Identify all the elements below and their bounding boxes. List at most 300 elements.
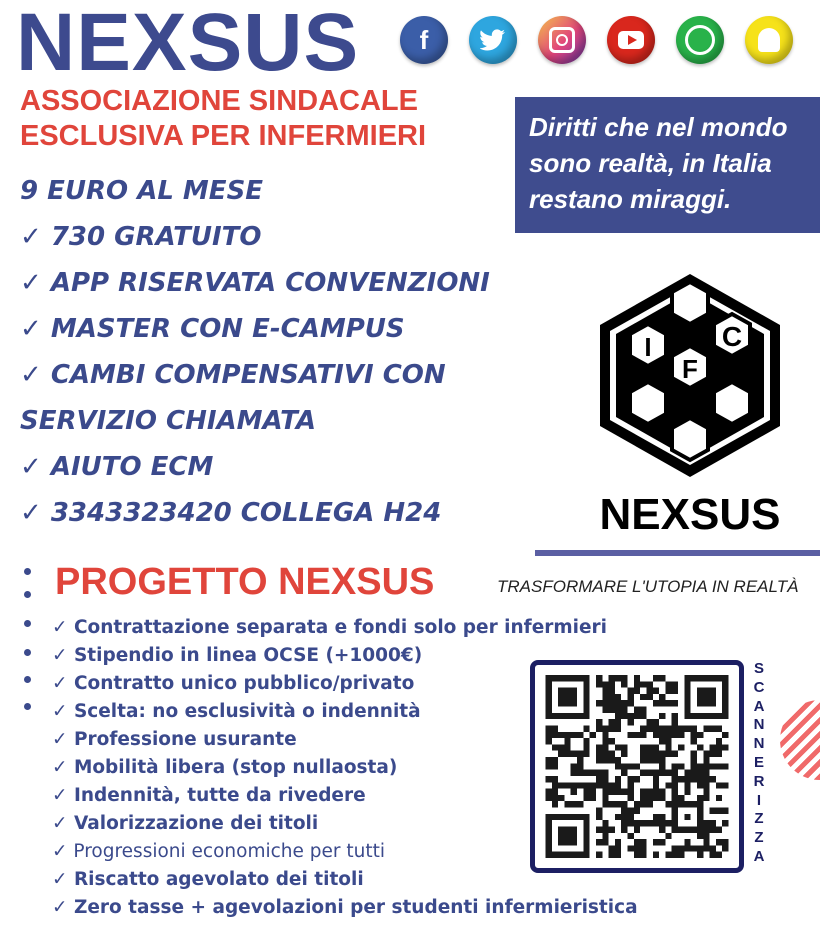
hexagon-logo-icon [590,268,790,483]
qr-module [564,751,570,757]
dot [24,568,31,575]
qr-module [628,763,634,769]
qr-module [615,852,621,858]
qr-module [710,808,716,814]
qr-module [628,845,634,851]
qr-module [722,744,728,750]
qr-module [546,725,552,731]
social-icons-row [400,16,793,64]
qr-module [602,801,608,807]
qr-module [640,801,646,807]
qr-module [691,732,697,738]
qr-module [710,763,716,769]
qr-module [615,713,621,719]
instagram-icon[interactable] [538,16,586,64]
qr-module [615,839,621,845]
qr-module [665,738,671,744]
qr-module [659,826,665,832]
qr-module [703,757,709,763]
qr-module [609,782,615,788]
section-divider [535,550,820,556]
qr-module [558,795,564,801]
project-item: ✓ Stipendio in linea OCSE (+1000€) [52,645,423,666]
qr-module [558,826,577,845]
scan-label [750,660,768,867]
qr-module [546,795,552,801]
qr-module [634,732,640,738]
qr-module [710,845,716,851]
qr-module [716,782,722,788]
qr-module [703,795,709,801]
qr-module [628,688,634,694]
qr-module [564,801,570,807]
qr-module [710,725,716,731]
project-item: ✓ Contrattazione separata e fondi solo per infermieri [52,617,608,638]
qr-module [653,732,659,738]
scan-letter: S [753,660,764,677]
qr-module [691,845,697,851]
qr-module [659,839,665,845]
qr-module [571,763,577,769]
instagram-glyph [549,27,575,53]
qr-module [659,738,665,744]
qr-module [602,681,608,687]
brand-title: NEXSUS [16,0,360,88]
qr-module [672,725,678,731]
qr-module [691,725,697,731]
qr-module [628,833,634,839]
qr-module [628,814,634,820]
benefit-item: ✓ CAMBI COMPENSATIVI CON [20,360,446,390]
qr-module [634,713,640,719]
qr-module [602,707,608,713]
qr-module [577,751,583,757]
qr-module [628,700,634,706]
quote-line-2: sono realtà, in Italia [529,148,772,178]
qr-module [564,744,570,750]
qr-module [634,707,640,713]
qr-module [596,770,602,776]
qr-module [672,713,678,719]
qr-module [710,826,716,832]
qr-module [640,751,646,757]
qr-module [659,725,665,731]
qr-module [609,826,615,832]
qr-module [691,763,697,769]
qr-module [634,839,640,845]
whatsapp-icon[interactable] [676,16,724,64]
qr-module [596,719,602,725]
snapchat-icon[interactable] [745,16,793,64]
qr-module [552,776,558,782]
qr-module [621,681,627,687]
qr-module [596,757,602,763]
qr-module [615,776,621,782]
qr-module [564,738,570,744]
qr-module [558,751,564,757]
qr-module [684,725,690,731]
qr-module [697,770,703,776]
qr-module [615,700,621,706]
qr-module [577,770,583,776]
qr-module [653,820,659,826]
qr-module [615,814,621,820]
qr-module [602,757,608,763]
twitter-icon[interactable] [469,16,517,64]
qr-module [571,751,577,757]
qr-module [577,801,583,807]
qr-module [665,770,671,776]
qr-module [609,700,615,706]
qr-module [558,782,564,788]
qr-module [646,789,652,795]
qr-module [634,681,640,687]
facebook-icon[interactable] [400,16,448,64]
qr-module [659,789,665,795]
qr-module [628,713,634,719]
quote-line-3: restano miraggi. [529,184,732,214]
snapchat-glyph [758,28,780,52]
qr-module [628,808,634,814]
project-item: ✓ Contratto unico pubblico/privato [52,673,415,694]
qr-module [634,801,640,807]
qr-module [678,845,684,851]
qr-module [697,795,703,801]
qr-module [571,789,577,795]
project-item: ✓ Mobilità libera (stop nullaosta) [52,757,398,778]
qr-module [621,826,627,832]
qr-module [615,707,621,713]
qr-code-icon[interactable] [545,675,729,858]
qr-module [609,789,615,795]
qr-module [665,681,671,687]
qr-module [546,776,552,782]
qr-module [564,782,570,788]
qr-module [703,776,709,782]
quote-line-1: Diritti che nel mondo [529,112,788,142]
project-item: ✓ Progressioni economiche per tutti [52,841,386,862]
twitter-bird-shape [480,29,506,51]
qr-module [634,675,640,681]
qr-module [697,845,703,851]
qr-module [552,744,558,750]
qr-module [672,852,678,858]
scan-letter: A [753,697,765,715]
qr-module [558,732,564,738]
qr-module [653,782,659,788]
qr-module [684,782,690,788]
qr-code-frame[interactable] [530,660,744,873]
qr-module [678,725,684,731]
qr-module [678,763,684,769]
youtube-icon[interactable] [607,16,655,64]
facebook-glyph: f [419,24,429,55]
qr-module [722,839,728,845]
qr-module [703,845,709,851]
qr-module [646,770,652,776]
qr-module [609,681,615,687]
qr-module [672,681,678,687]
qr-module [722,732,728,738]
qr-module [646,820,652,826]
qr-module [640,820,646,826]
qr-module [653,751,659,757]
qr-module [665,801,671,807]
qr-module [596,700,602,706]
qr-module [672,845,678,851]
qr-module [653,789,659,795]
qr-module [552,725,558,731]
qr-module [672,770,678,776]
qr-module [684,814,690,820]
qr-module [628,782,634,788]
project-item: ✓ Professione usurante [52,729,297,750]
qr-module [583,725,589,731]
benefit-item: ✓ AIUTO ECM [20,452,214,482]
qr-module [596,675,602,681]
qr-module [703,820,709,826]
qr-module [684,845,690,851]
qr-module [590,770,596,776]
qr-module [609,845,615,851]
qr-module [564,732,570,738]
qr-module [628,795,634,801]
qr-module [710,852,716,858]
qr-module [710,744,716,750]
qr-module [659,814,665,820]
qr-module [672,751,678,757]
qr-module [621,820,627,826]
scan-letter: R [753,772,765,790]
qr-module [659,757,665,763]
qr-module [684,770,690,776]
qr-module [659,820,665,826]
qr-module [653,795,659,801]
qr-module [640,757,646,763]
qr-module [703,725,709,731]
qr-module [640,681,646,687]
qr-module [665,732,671,738]
benefit-item: 9 EURO AL MESE [20,176,264,206]
qr-module [615,694,621,700]
qr-module [552,795,558,801]
qr-module [716,795,722,801]
qr-module [665,725,671,731]
logo-letter-i: I [644,332,652,362]
qr-module [722,763,728,769]
qr-module [640,725,646,731]
qr-module [646,751,652,757]
qr-module [615,744,621,750]
dot [24,703,31,710]
qr-module [615,675,621,681]
qr-module [628,820,634,826]
qr-module [621,763,627,769]
qr-module [634,845,640,851]
qr-module [634,826,640,832]
qr-module [697,776,703,782]
qr-module [590,795,596,801]
qr-module [710,820,716,826]
youtube-glyph [618,31,644,49]
qr-module [634,808,640,814]
qr-module [628,776,634,782]
qr-module [697,833,703,839]
qr-module [640,694,646,700]
qr-module [615,757,621,763]
qr-module [640,744,646,750]
qr-module [628,719,634,725]
qr-module [609,707,615,713]
qr-module [615,763,621,769]
qr-module [722,808,728,814]
qr-module [665,700,671,706]
decorative-stripes [780,700,820,780]
qr-module [596,826,602,832]
scan-letter: Z [754,810,764,828]
qr-module [678,776,684,782]
qr-module [621,801,627,807]
qr-module [665,688,671,694]
qr-module [552,757,558,763]
qr-module [678,732,684,738]
qr-module [621,814,627,820]
qr-module [602,782,608,788]
logo-wordmark: NEXSUS [599,490,781,539]
dot [24,620,31,627]
qr-module [596,744,602,750]
benefit-item: ✓ APP RISERVATA CONVENZIONI [20,268,490,298]
qr-module [672,776,678,782]
qr-module [716,808,722,814]
project-title: PROGETTO NEXSUS [55,561,435,603]
qr-module [602,770,608,776]
qr-module [602,776,608,782]
qr-module [546,738,552,744]
qr-module [646,681,652,687]
qr-module [621,751,627,757]
qr-module [602,820,608,826]
qr-module [640,839,646,845]
qr-module [628,694,634,700]
qr-module [634,852,640,858]
qr-module [552,782,558,788]
qr-module [672,688,678,694]
qr-module [571,770,577,776]
qr-module [571,801,577,807]
project-tagline: TRASFORMARE L'UTOPIA IN REALTÀ [497,577,799,596]
qr-module [602,694,608,700]
qr-module [609,751,615,757]
qr-module [710,776,716,782]
qr-module [659,694,665,700]
qr-module [634,763,640,769]
qr-module [691,738,697,744]
qr-module [716,738,722,744]
qr-module [684,776,690,782]
qr-module [621,707,627,713]
qr-module [558,744,564,750]
qr-module [710,751,716,757]
qr-module [577,782,583,788]
qr-module [691,751,697,757]
qr-module [653,770,659,776]
logo-letter-f: F [682,354,698,384]
qr-module [609,852,615,858]
qr-module [646,719,652,725]
qr-module [583,782,589,788]
qr-module [552,801,558,807]
benefit-item: SERVIZIO CHIAMATA [20,406,316,436]
qr-module [653,814,659,820]
qr-module [602,751,608,757]
qr-module [546,789,552,795]
qr-module [684,789,690,795]
qr-module [697,782,703,788]
qr-module [609,719,615,725]
qr-module [672,732,678,738]
dot [24,649,31,656]
qr-module [646,694,652,700]
qr-module [602,826,608,832]
qr-module [653,725,659,731]
qr-module [703,770,709,776]
qr-module [628,732,634,738]
qr-module [634,820,640,826]
qr-module [697,688,716,707]
qr-module [703,789,709,795]
qr-module [665,820,671,826]
qr-module [590,789,596,795]
qr-module [640,770,646,776]
qr-module [697,732,703,738]
qr-module [640,707,646,713]
qr-module [583,751,589,757]
qr-module [716,744,722,750]
project-item: ✓ Valorizzazione dei titoli [52,813,319,834]
qr-module [678,744,684,750]
qr-module [672,789,678,795]
qr-module [552,763,558,769]
qr-module [697,763,703,769]
qr-module [640,795,646,801]
qr-module [621,744,627,750]
qr-module [640,732,646,738]
qr-module [653,700,659,706]
qr-module [628,789,634,795]
project-item: ✓ Scelta: no esclusività o indennità [52,701,421,722]
qr-module [672,700,678,706]
qr-module [697,744,703,750]
qr-module [577,757,583,763]
qr-module [653,839,659,845]
qr-module [640,845,646,851]
qr-module [571,732,577,738]
qr-module [609,694,615,700]
qr-module [546,732,552,738]
qr-module [609,725,615,731]
qr-module [703,782,709,788]
qr-module [583,738,589,744]
qr-module [615,782,621,788]
qr-module [596,681,602,687]
qr-module [653,744,659,750]
qr-module [665,751,671,757]
benefits-list [20,168,490,536]
dot [24,591,31,598]
qr-module [653,757,659,763]
qr-module [609,757,615,763]
